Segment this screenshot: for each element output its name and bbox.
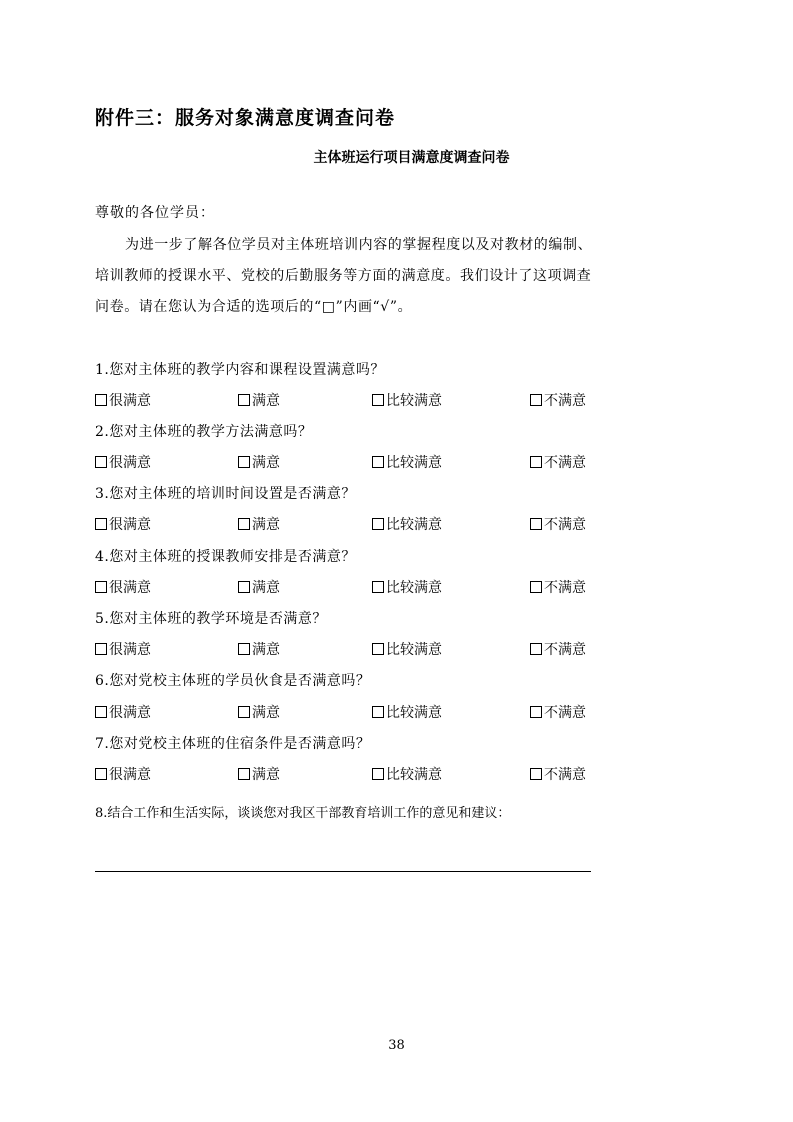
option-satisfied[interactable]	[238, 639, 280, 659]
option-satisfied[interactable]	[238, 514, 280, 534]
option-label: 满意	[252, 393, 280, 409]
option-label: 不满意	[544, 580, 586, 596]
option-fairly-satisfied[interactable]	[372, 390, 442, 410]
options-row-6	[0, 702, 793, 724]
option-label: 比较满意	[386, 705, 442, 721]
option-very-satisfied[interactable]	[95, 764, 151, 784]
option-label: 不满意	[544, 705, 586, 721]
option-label: 满意	[252, 455, 280, 471]
option-unsatisfied[interactable]	[530, 452, 586, 472]
option-label: 比较满意	[386, 767, 442, 783]
option-label: 很满意	[109, 393, 151, 409]
checkbox-icon[interactable]	[238, 518, 250, 530]
intro-paragraph: 为进一步了解各位学员对主体班培训内容的掌握程度以及对教材的编制、培训教师的授课水平、党校的后勤服务等方面的满意度。我们设计了这项调查问卷。请在您认为合适的选项后的“□”内画“√”。	[95, 237, 593, 315]
checkbox-icon[interactable]	[238, 768, 250, 780]
option-label: 不满意	[544, 767, 586, 783]
option-unsatisfied[interactable]	[530, 764, 586, 784]
checkbox-icon[interactable]	[238, 706, 250, 718]
option-label: 满意	[252, 517, 280, 533]
option-unsatisfied[interactable]	[530, 639, 586, 659]
options-row-2	[0, 452, 793, 474]
option-very-satisfied[interactable]	[95, 452, 151, 472]
checkbox-icon[interactable]	[238, 581, 250, 593]
page-number: 38	[388, 1038, 405, 1053]
option-label: 满意	[252, 580, 280, 596]
checkbox-icon[interactable]	[530, 456, 542, 468]
question-6: 6.您对党校主体班的学员伙食是否满意吗？	[95, 673, 371, 689]
option-fairly-satisfied[interactable]	[372, 764, 442, 784]
option-very-satisfied[interactable]	[95, 390, 151, 410]
options-row-7	[0, 764, 793, 786]
option-label: 不满意	[544, 455, 586, 471]
checkbox-icon[interactable]	[372, 643, 384, 655]
checkbox-icon[interactable]	[238, 394, 250, 406]
checkbox-icon[interactable]	[530, 643, 542, 655]
checkbox-icon[interactable]	[95, 394, 107, 406]
greeting: 尊敬的各位学员：	[95, 205, 215, 221]
checkbox-icon[interactable]	[95, 643, 107, 655]
option-label: 不满意	[544, 517, 586, 533]
option-very-satisfied[interactable]	[95, 639, 151, 659]
option-label: 很满意	[109, 642, 151, 658]
option-label: 比较满意	[386, 580, 442, 596]
checkbox-icon[interactable]	[95, 518, 107, 530]
option-satisfied[interactable]	[238, 702, 280, 722]
checkbox-icon[interactable]	[238, 643, 250, 655]
option-very-satisfied[interactable]	[95, 577, 151, 597]
option-very-satisfied[interactable]	[95, 514, 151, 534]
option-label: 不满意	[544, 642, 586, 658]
option-label: 很满意	[109, 580, 151, 596]
question-5: 5.您对主体班的教学环境是否满意？	[95, 611, 327, 627]
options-row-5	[0, 639, 793, 661]
option-satisfied[interactable]	[238, 452, 280, 472]
checkbox-icon[interactable]	[238, 456, 250, 468]
checkbox-icon[interactable]	[372, 581, 384, 593]
checkbox-icon[interactable]	[95, 706, 107, 718]
option-satisfied[interactable]	[238, 764, 280, 784]
option-unsatisfied[interactable]	[530, 514, 586, 534]
question-2: 2.您对主体班的教学方法满意吗？	[95, 424, 313, 440]
options-row-3	[0, 514, 793, 536]
option-label: 很满意	[109, 767, 151, 783]
checkbox-icon[interactable]	[372, 518, 384, 530]
question-3: 3.您对主体班的培训时间设置是否满意？	[95, 486, 356, 502]
option-label: 很满意	[109, 705, 151, 721]
option-satisfied[interactable]	[238, 577, 280, 597]
option-label: 比较满意	[386, 517, 442, 533]
checkbox-icon[interactable]	[372, 456, 384, 468]
question-7: 7.您对党校主体班的住宿条件是否满意吗？	[95, 736, 371, 752]
option-label: 满意	[252, 642, 280, 658]
checkbox-icon[interactable]	[530, 394, 542, 406]
checkbox-icon[interactable]	[530, 581, 542, 593]
checkbox-icon[interactable]	[372, 768, 384, 780]
question-4: 4.您对主体班的授课教师安排是否满意？	[95, 549, 356, 565]
option-fairly-satisfied[interactable]	[372, 577, 442, 597]
option-label: 很满意	[109, 455, 151, 471]
checkbox-icon[interactable]	[95, 768, 107, 780]
option-label: 很满意	[109, 517, 151, 533]
checkbox-icon[interactable]	[95, 456, 107, 468]
checkbox-icon[interactable]	[530, 518, 542, 530]
option-unsatisfied[interactable]	[530, 577, 586, 597]
checkbox-icon[interactable]	[530, 706, 542, 718]
option-very-satisfied[interactable]	[95, 702, 151, 722]
checkbox-icon[interactable]	[372, 394, 384, 406]
option-label: 满意	[252, 705, 280, 721]
option-unsatisfied[interactable]	[530, 390, 586, 410]
option-label: 比较满意	[386, 455, 442, 471]
checkbox-icon[interactable]	[530, 768, 542, 780]
survey-title: 主体班运行项目满意度调查问卷	[313, 150, 510, 166]
option-unsatisfied[interactable]	[530, 702, 586, 722]
option-satisfied[interactable]	[238, 390, 280, 410]
checkbox-icon[interactable]	[372, 706, 384, 718]
option-label: 不满意	[544, 393, 586, 409]
question-8: 8.结合工作和生活实际，谈谈您对我区干部教育培训工作的意见和建议：	[95, 806, 511, 821]
option-label: 比较满意	[386, 642, 442, 658]
option-fairly-satisfied[interactable]	[372, 702, 442, 722]
option-label: 满意	[252, 767, 280, 783]
question-1: 1.您对主体班的教学内容和课程设置满意吗？	[95, 362, 385, 378]
option-fairly-satisfied[interactable]	[372, 639, 442, 659]
checkbox-icon[interactable]	[95, 581, 107, 593]
option-label: 比较满意	[386, 393, 442, 409]
options-row-1	[0, 390, 793, 412]
option-fairly-satisfied[interactable]	[372, 514, 442, 534]
option-fairly-satisfied[interactable]	[372, 452, 442, 472]
annex-title: 附件三：服务对象满意度调查问卷	[95, 107, 396, 129]
answer-line[interactable]	[95, 871, 591, 872]
options-row-4	[0, 577, 793, 599]
